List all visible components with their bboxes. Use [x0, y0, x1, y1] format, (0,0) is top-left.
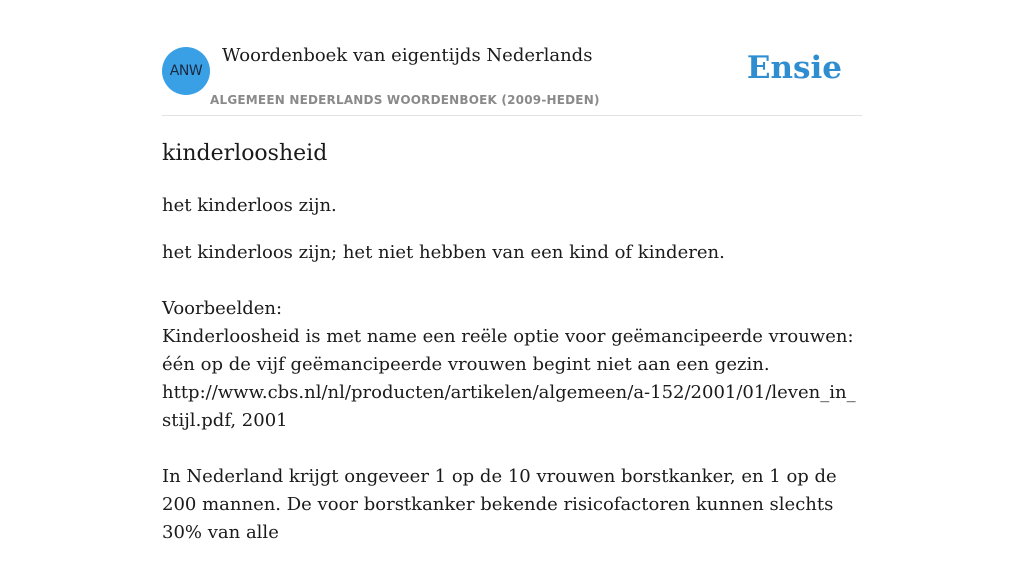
example-item [162, 463, 862, 547]
short-definition: het kinderloos zijn. [162, 195, 337, 216]
source-title[interactable]: Woordenboek van eigentijds Nederlands [222, 45, 593, 66]
example-item [162, 323, 862, 435]
example-source: http://www.cbs.nl/nl/producten/artikelen/algemeen/a-152/2001/01/leven_in_stijl.pdf, 2001 [162, 382, 856, 431]
long-definition: het kinderloos zijn; het niet hebben van een kind of kinderen. [162, 242, 725, 263]
headword: kinderloosheid [162, 141, 328, 166]
examples-section [162, 295, 862, 547]
example-text: Kinderloosheid is met name een reële optie voor geëmancipeerde vrouwen: één op de vijf geëmancipeerde vrouwen begint niet aan een gezin. [162, 326, 854, 375]
examples-label: Voorbeelden: [162, 298, 283, 319]
entry-content [162, 140, 862, 575]
header-divider [162, 115, 862, 116]
ensie-brand-logo[interactable]: Ensie [746, 50, 842, 86]
example-text: In Nederland krijgt ongeveer 1 op de 10 vrouwen borstkanker, en 1 op de 200 mannen. De voor borstkanker bekende risicofactoren kunnen slechts 30% van alle [162, 466, 837, 543]
source-subtitle: ALGEMEEN NEDERLANDS WOORDENBOEK (2009-HEDEN) [210, 93, 600, 107]
anw-logo[interactable]: ANW [162, 47, 210, 95]
